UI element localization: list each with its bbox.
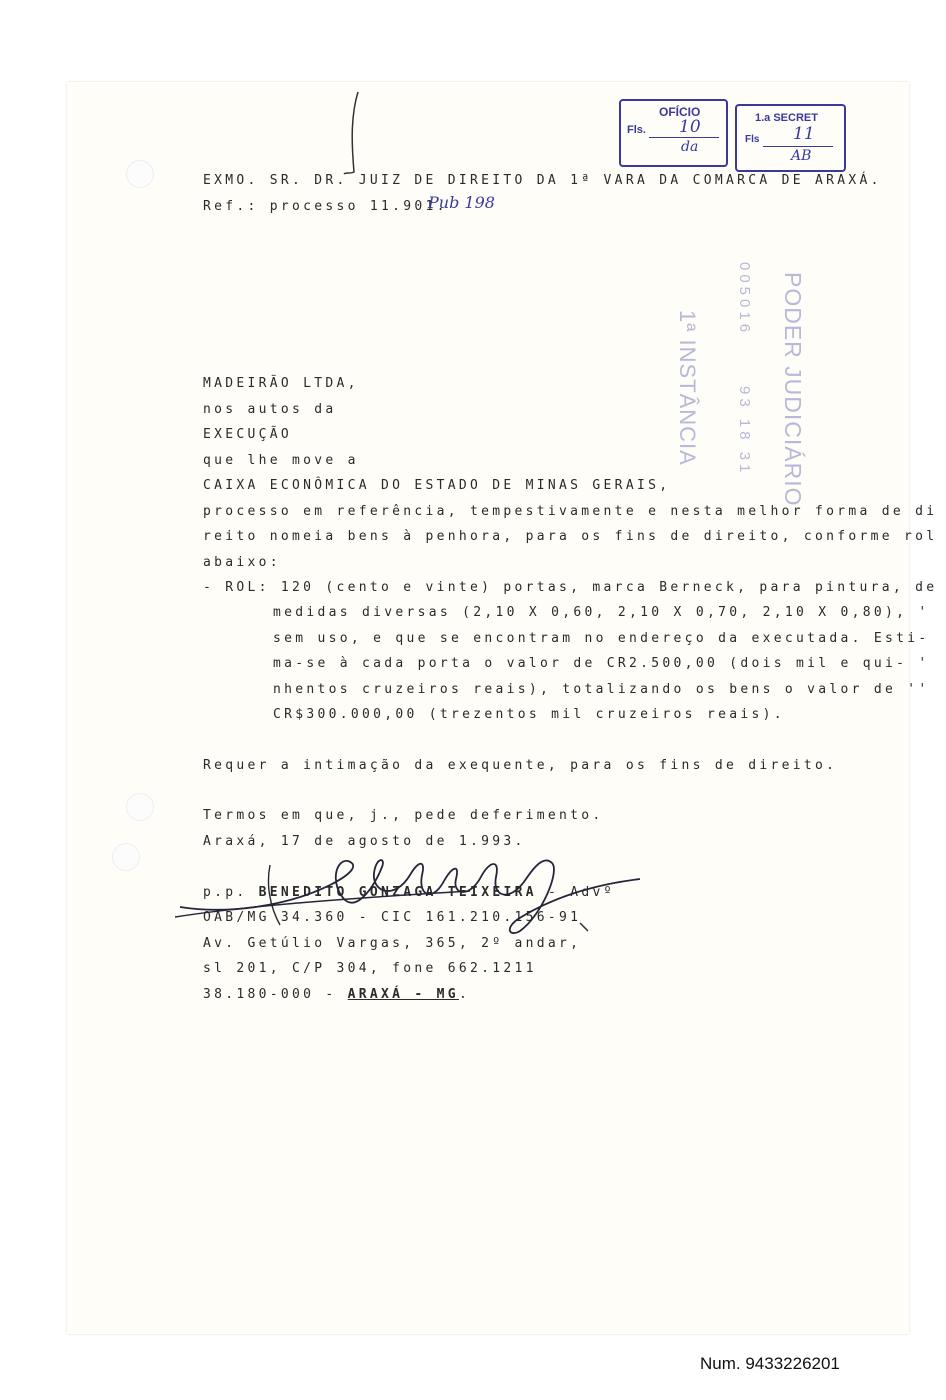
oficio-stamp-initials: da [681, 139, 699, 155]
oficio-stamp-title: OFÍCIO [659, 105, 701, 119]
executed-party: MADEIRÃO LTDA, [203, 376, 359, 391]
secretaria-stamp-title: 1.a SECRET [755, 112, 818, 124]
secretaria-stamp [735, 104, 846, 172]
request-line: Requer a intimação da exequente, para os fins de direito. [203, 758, 838, 773]
poder-judiciario-title: PODER JUDICIÁRIO [780, 272, 806, 507]
rol-item-line: nhentos cruzeiros reais), totalizando os bens o valor de '' [273, 682, 930, 697]
attorney-office: sl 201, C/P 304, fone 662.1211 [203, 961, 537, 976]
rol-item-line: sem uso, e que se encontram no endereço da executada. Esti- [273, 631, 930, 646]
secretaria-stamp-initials: AB [791, 148, 812, 164]
oficio-stamp [619, 99, 728, 167]
poder-judiciario-date: 93 18 31 [736, 386, 753, 477]
handwritten-signature [170, 845, 660, 945]
postal-suffix: . [458, 987, 471, 1002]
city-state: ARAXÁ - MG [347, 987, 459, 1002]
body-line: abaixo: [203, 555, 281, 570]
secretaria-stamp-line [763, 146, 833, 147]
attorney-prefix: p.p. [203, 885, 248, 900]
oficio-stamp-label: Fls. [627, 124, 646, 136]
attorney-registration: OAB/MG 34.360 - CIC 161.210.156-91 [203, 910, 582, 925]
creditor-party: CAIXA ECONÔMICA DO ESTADO DE MINAS GERAIS, [203, 478, 671, 493]
body-line: processo em referência, tempestivamente e nesta melhor forma de di [203, 504, 938, 519]
attorney-name: BENEDITO GONZAGA TEIXEIRA [258, 885, 537, 900]
punch-hole [126, 793, 154, 821]
action-type: EXECUÇÃO [203, 427, 293, 442]
rol-item-line: medidas diversas (2,10 X 0,60, 2,10 X 0,70, 2,10 X 0,80), ' [273, 605, 930, 620]
oficio-stamp-line [649, 137, 719, 138]
date-line: Araxá, 17 de agosto de 1.993. [203, 834, 526, 849]
addressee-line: EXMO. SR. DR. JUIZ DE DIREITO DA 1ª VARA DA COMARCA DE ARAXÁ. [203, 173, 882, 188]
body-line: reito nomeia bens à penhora, para os fins de direito, conforme rol [203, 529, 938, 544]
attorney-postal-line [203, 987, 470, 1002]
poder-judiciario-code: 005016 [736, 262, 753, 337]
margin-pen-stroke [340, 88, 370, 178]
handwritten-publication-note: Pub 198 [428, 193, 495, 212]
oficio-stamp-number: 10 [679, 117, 701, 137]
rol-item-line: - ROL: 120 (cento e vinte) portas, marca Berneck, para pintura, de [203, 580, 938, 595]
rol-item-line: CR$300.000,00 (trezentos mil cruzeiros reais). [273, 707, 785, 722]
parties-text: nos autos da [203, 402, 337, 417]
closing-line: Termos em que, j., pede deferimento. [203, 808, 604, 823]
attorney-suffix: - Advº [547, 885, 615, 900]
secretaria-stamp-label: Fls [745, 134, 760, 145]
secretaria-stamp-number: 11 [793, 124, 815, 144]
attorney-address: Av. Getúlio Vargas, 365, 2º andar, [203, 936, 582, 951]
parties-text: que lhe move a [203, 453, 359, 468]
rol-item-line: ma-se à cada porta o valor de CR2.500,00 (dois mil e qui- ' [273, 656, 930, 671]
punch-hole [126, 160, 154, 188]
reference-line: Ref.: processo 11.901. [203, 199, 448, 214]
punch-hole [112, 843, 140, 871]
document-number: Num. 9433226201 [700, 1354, 840, 1373]
postal-code: 38.180-000 - [203, 987, 337, 1002]
poder-judiciario-instance: 1ª INSTÂNCIA [675, 310, 700, 466]
